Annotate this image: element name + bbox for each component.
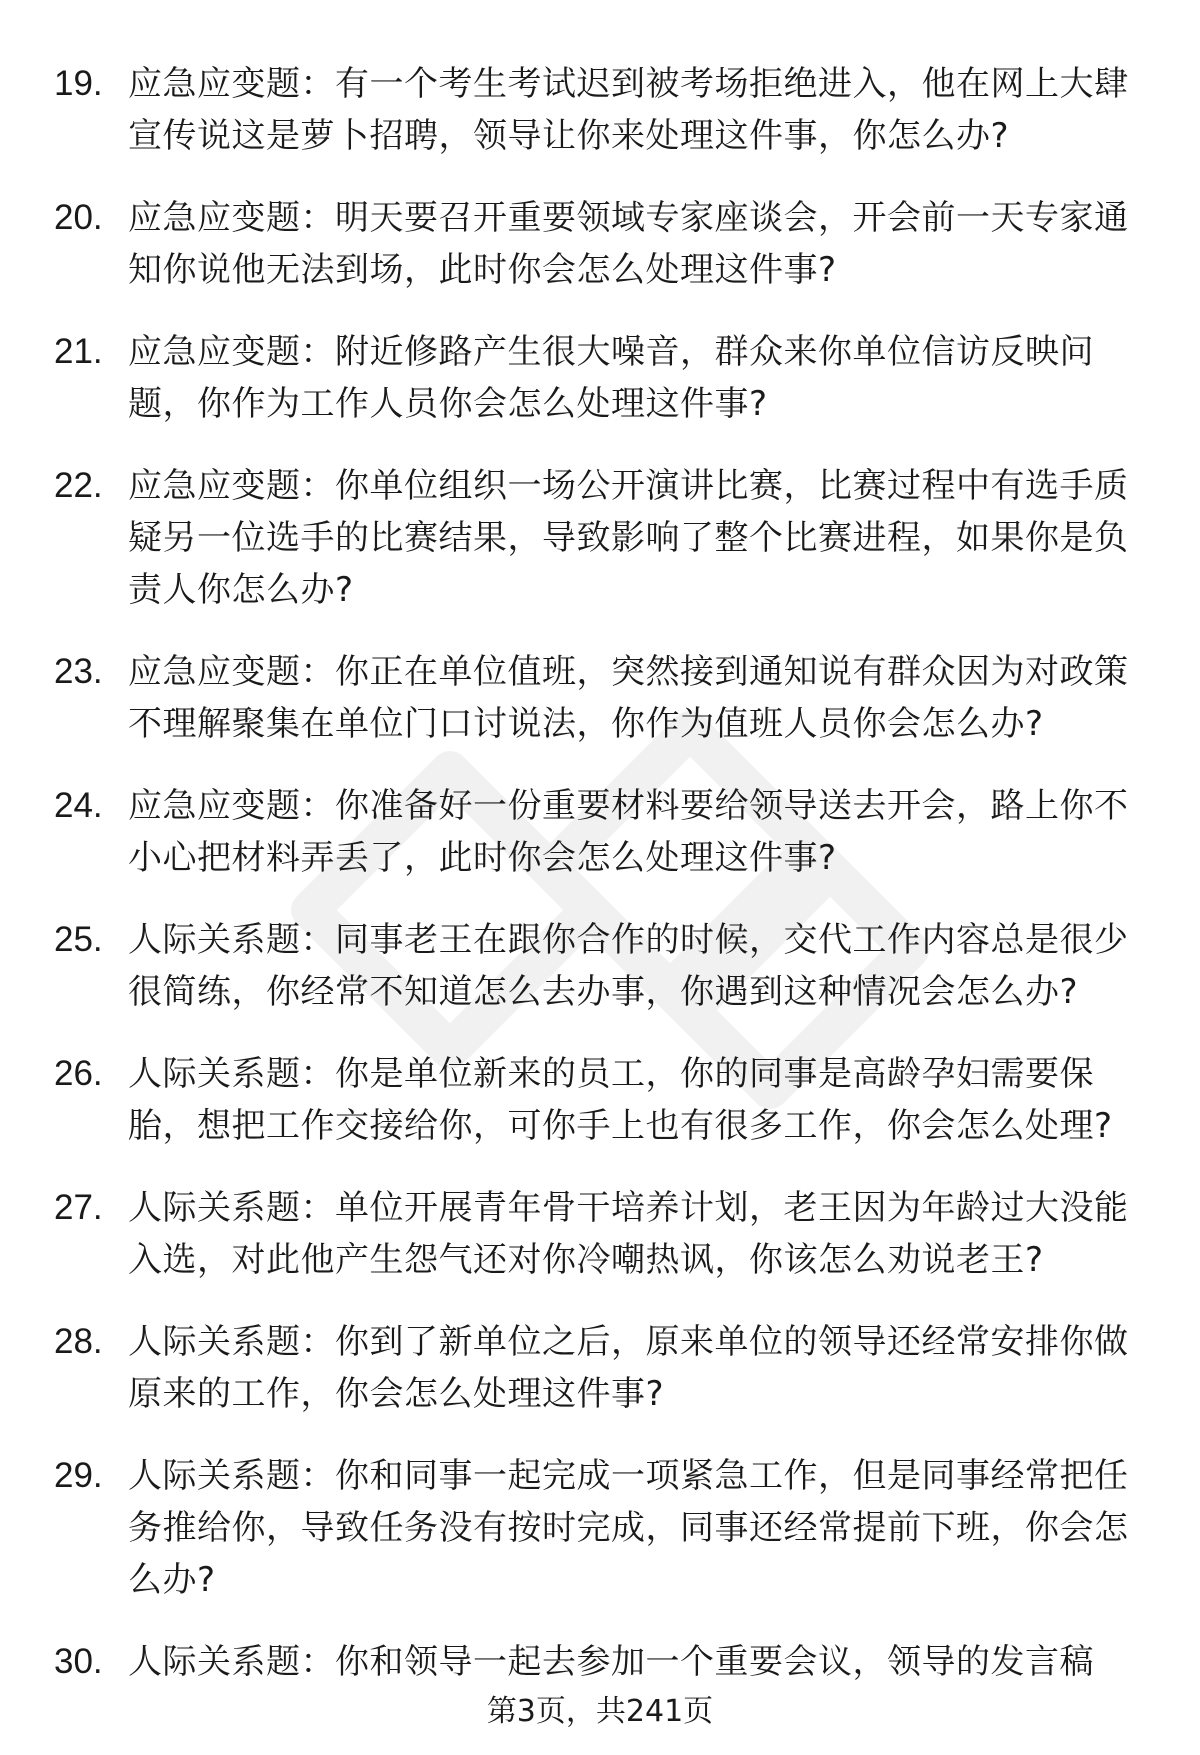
question-text: 人际关系题：你和领导一起去参加一个重要会议，领导的发言稿 [128,1642,1094,1682]
question-item [54,1182,1154,1286]
question-text: 人际关系题：同事老王在跟你合作的时候，交代工作内容总是很少很简练，你经常不知道怎么去办事，你遇到这种情况会怎么办? [128,920,1129,1012]
question-number: 23. [54,652,103,691]
question-number: 29. [54,1456,103,1495]
question-text: 应急应变题：有一个考生考试迟到被考场拒绝进入，他在网上大肆宣传说这是萝卜招聘，领导让你来处理这件事，你怎么办? [128,64,1129,156]
question-item [54,1450,1154,1606]
question-text: 人际关系题：你是单位新来的员工，你的同事是高龄孕妇需要保胎，想把工作交接给你，可你手上也有很多工作，你会怎么处理? [128,1054,1113,1146]
question-number: 22. [54,466,103,505]
question-number: 24. [54,786,103,825]
question-list [54,58,1154,1718]
question-text: 应急应变题：你单位组织一场公开演讲比赛，比赛过程中有选手质疑另一位选手的比赛结果，导致影响了整个比赛进程，如果你是负责人你怎么办? [128,466,1129,610]
question-number: 20. [54,198,103,237]
question-text: 应急应变题：附近修路产生很大噪音，群众来你单位信访反映问题，你作为工作人员你会怎么处理这件事? [128,332,1094,424]
question-text: 应急应变题：你正在单位值班，突然接到通知说有群众因为对政策不理解聚集在单位门口讨说法，你作为值班人员你会怎么办? [128,652,1129,744]
question-item [54,1048,1154,1152]
question-number: 25. [54,920,103,959]
question-item [54,58,1154,162]
question-number: 30. [54,1642,103,1681]
question-number: 27. [54,1188,103,1227]
question-item [54,1316,1154,1420]
question-number: 26. [54,1054,103,1093]
question-item [54,780,1154,884]
question-item [54,646,1154,750]
question-number: 21. [54,332,103,371]
question-item [54,1636,1154,1688]
question-item [54,460,1154,616]
question-item [54,326,1154,430]
question-text: 应急应变题：你准备好一份重要材料要给领导送去开会，路上你不小心把材料弄丢了，此时你会怎么处理这件事? [128,786,1129,878]
question-text: 人际关系题：你和同事一起完成一项紧急工作，但是同事经常把任务推给你，导致任务没有按时完成，同事还经常提前下班，你会怎么办? [128,1456,1129,1600]
question-number: 28. [54,1322,103,1361]
question-text: 应急应变题：明天要召开重要领域专家座谈会，开会前一天专家通知你说他无法到场，此时你会怎么处理这件事? [128,198,1129,290]
question-item [54,192,1154,296]
question-text: 人际关系题：你到了新单位之后，原来单位的领导还经常安排你做原来的工作，你会怎么处理这件事? [128,1322,1129,1414]
question-item [54,914,1154,1018]
page-number-footer: 第3页，共241页 [486,1694,714,1729]
question-number: 19. [54,64,103,103]
question-text: 人际关系题：单位开展青年骨干培养计划，老王因为年龄过大没能入选，对此他产生怨气还对你冷嘲热讽，你该怎么劝说老王? [128,1188,1129,1280]
